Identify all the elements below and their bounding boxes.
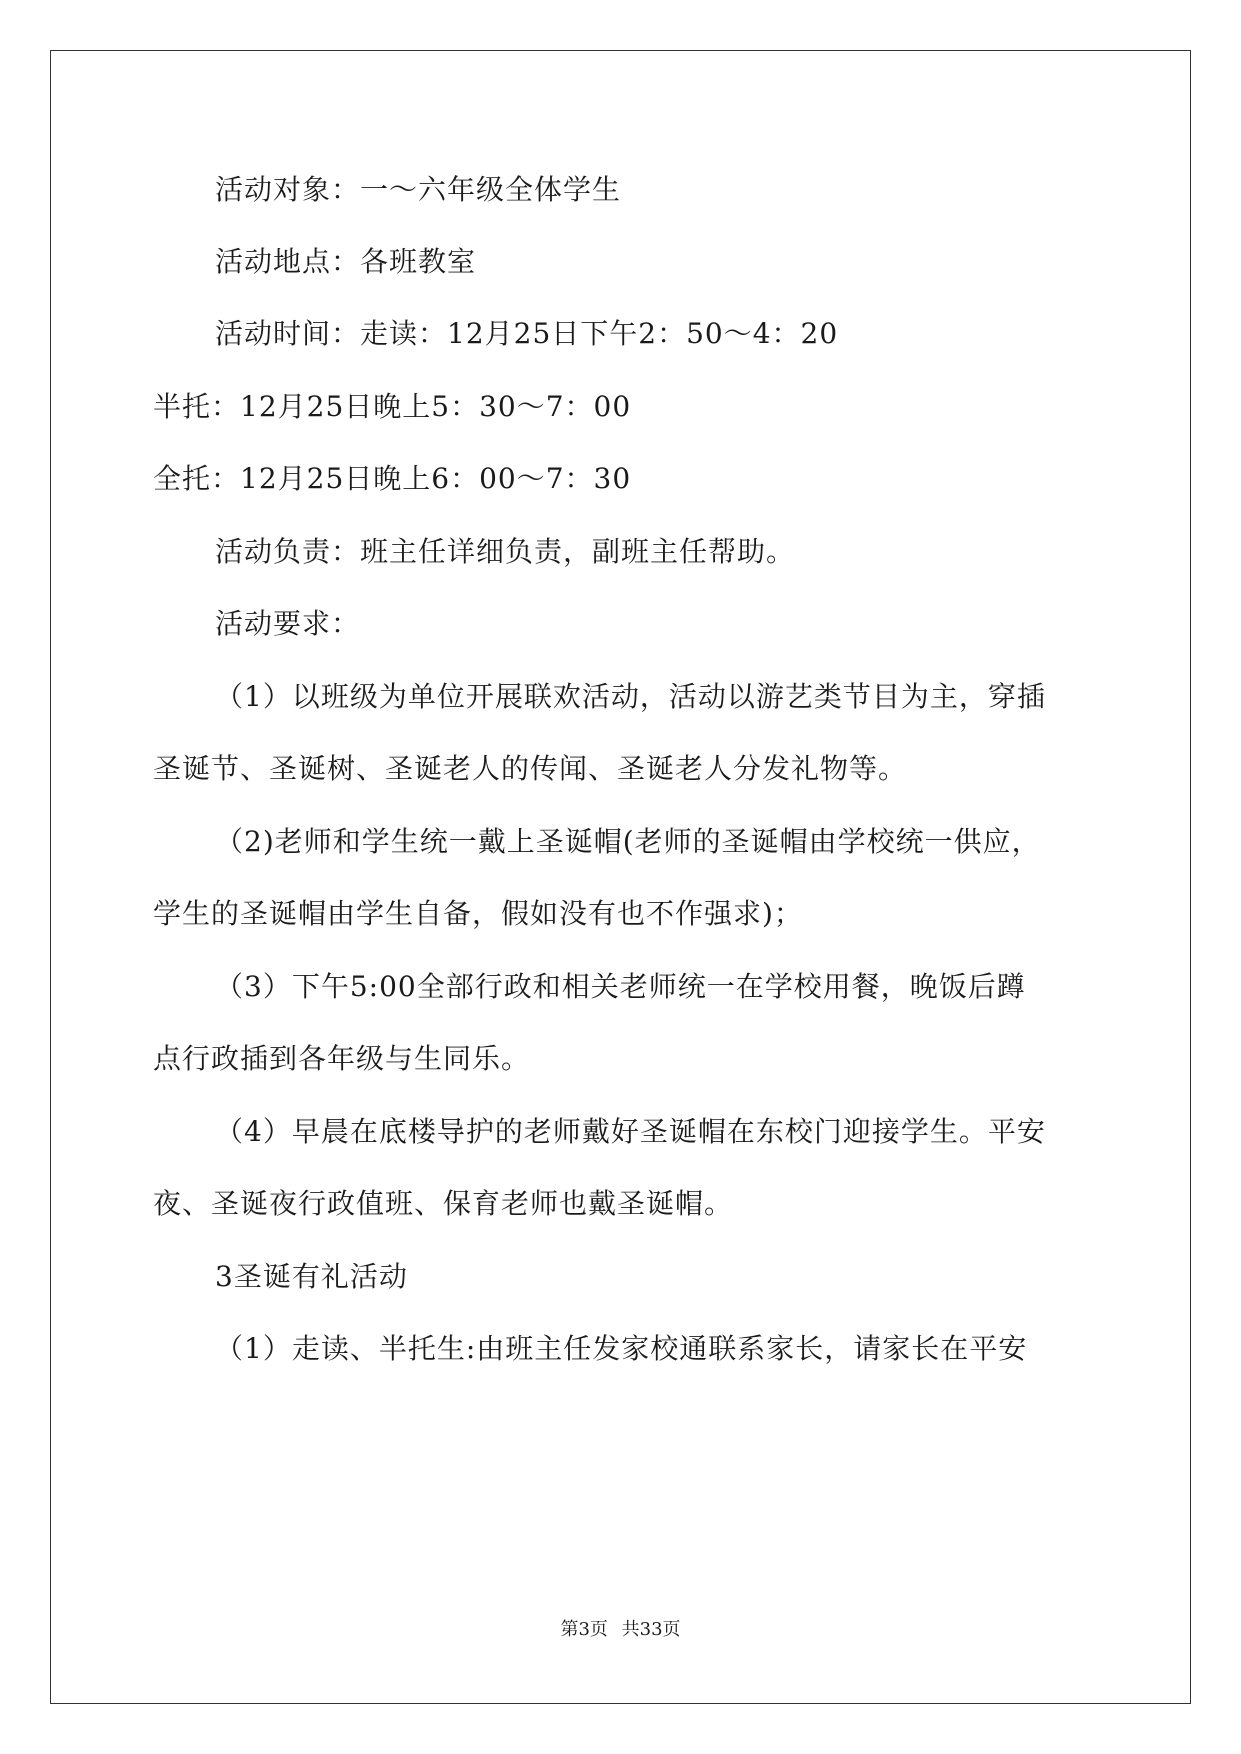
page-total: 共33页 (621, 1619, 681, 1640)
text-line: （1）以班级为单位开展联欢活动，活动以游艺类节目为主，穿插 (215, 680, 1046, 713)
text-line: 活动要求： (215, 607, 361, 640)
text-line: （2)老师和学生统一戴上圣诞帽(老师的圣诞帽由学校统一供应， (215, 825, 1041, 858)
page-number: 第3页 (560, 1619, 608, 1640)
text-line: （3）下午5:00全部行政和相关老师统一在学校用餐，晚饭后蹲 (215, 970, 1026, 1003)
text-line: 活动对象：一～六年级全体学生 (215, 173, 622, 206)
text-line: （4）早晨在底楼导护的老师戴好圣诞帽在东校门迎接学生。平安 (215, 1115, 1046, 1148)
text-line: 活动地点：各班教室 (215, 245, 477, 278)
text-line: 半托：12月25日晚上5：30～7：00 (153, 390, 632, 423)
text-line: 圣诞节、圣诞树、圣诞老人的传闻、圣诞老人分发礼物等。 (153, 752, 908, 785)
text-line: 活动负责：班主任详细负责，副班主任帮助。 (215, 535, 796, 568)
section-heading: 3圣诞有礼活动 (215, 1260, 408, 1293)
text-line: 夜、圣诞夜行政值班、保育老师也戴圣诞帽。 (153, 1187, 734, 1220)
page-border (50, 50, 1191, 1704)
text-line: 活动时间：走读：12月25日下午2：50～4：20 (215, 317, 839, 350)
text-line: 全托：12月25日晚上6：00～7：30 (153, 462, 632, 495)
text-line: 学生的圣诞帽由学生自备，假如没有也不作强求)； (153, 897, 803, 930)
text-line: （1）走读、半托生:由班主任发家校通联系家长，请家长在平安 (215, 1332, 1028, 1365)
page-footer (0, 1618, 1241, 1642)
text-line: 点行政插到各年级与生同乐。 (153, 1042, 531, 1075)
